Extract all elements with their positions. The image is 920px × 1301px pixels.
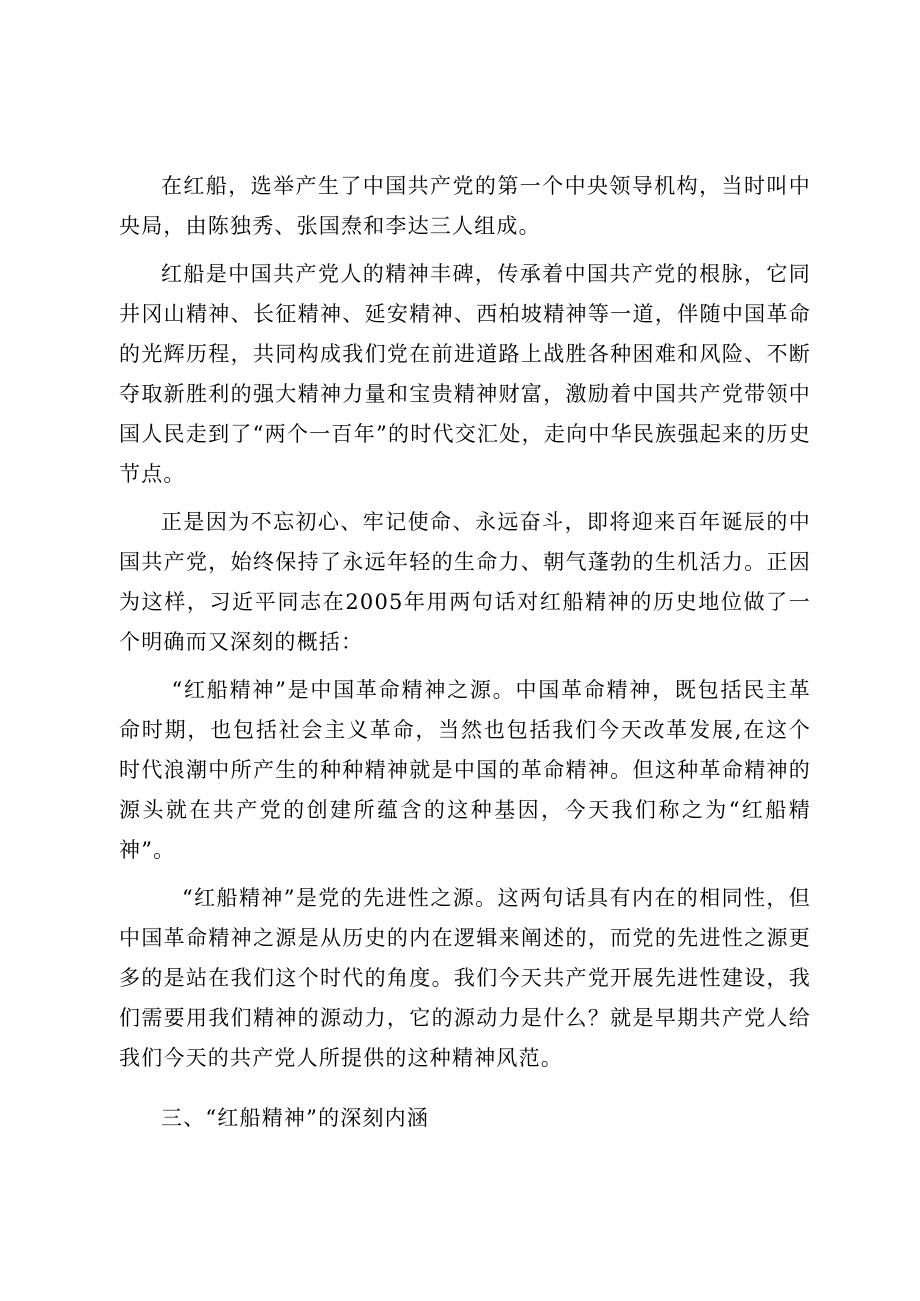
- document-body: [119, 166, 811, 1146]
- paragraph-revolutionary-spirit-source: “红船精神”是中国革命精神之源。中国革命精神，既包括民主革命时期，也包括社会主义革命，当然也包括我们今天改革发展,在这个时代浪潮中所产生的种种精神就是中国的革命精神。但这种革命精神的源头就在共产党的创建所蕴含的这种基因，今天我们称之为“红船精神”。: [119, 678, 811, 862]
- paragraph-original-aspiration: 正是因为不忘初心、牢记使命、永远奋斗，即将迎来百年诞辰的中国共产党，始终保持了永远年轻的生命力、朝气蓬勃的生机活力。正因为这样，习近平同志在2005年用两句话对红船精神的历史地位做了一个明确而又深刻的概括：: [119, 510, 811, 654]
- section-heading: 三、“红船精神”的深刻内涵: [161, 1106, 430, 1130]
- paragraph-spiritual-monument: 红船是中国共产党人的精神丰碑，传承着中国共产党的根脉，它同井冈山精神、长征精神、延安精神、西柏坡精神等一道，伴随中国革命的光辉历程，共同构成我们党在前进道路上战胜各种困难和风险、不断夺取新胜利的强大精神力量和宝贵精神财富，激励着中国共产党带领中国人民走到了“两个一百年”的时代交汇处，走向中华民族强起来的历史节点。: [119, 262, 811, 486]
- paragraph-party-advancement-source: “红船精神”是党的先进性之源。这两句话具有内在的相同性，但中国革命精神之源是从历史的内在逻辑来阐述的，而党的先进性之源更多的是站在我们这个时代的角度。我们今天共产党开展先进性建设，我们需要用我们精神的源动力，它的源动力是什么？就是早期共产党人给我们今天的共产党人所提供的这种精神风范。: [119, 886, 811, 1070]
- paragraph-central-bureau: 在红船，选举产生了中国共产党的第一个中央领导机构，当时叫中央局，由陈独秀、张国焘和李达三人组成。: [119, 174, 811, 238]
